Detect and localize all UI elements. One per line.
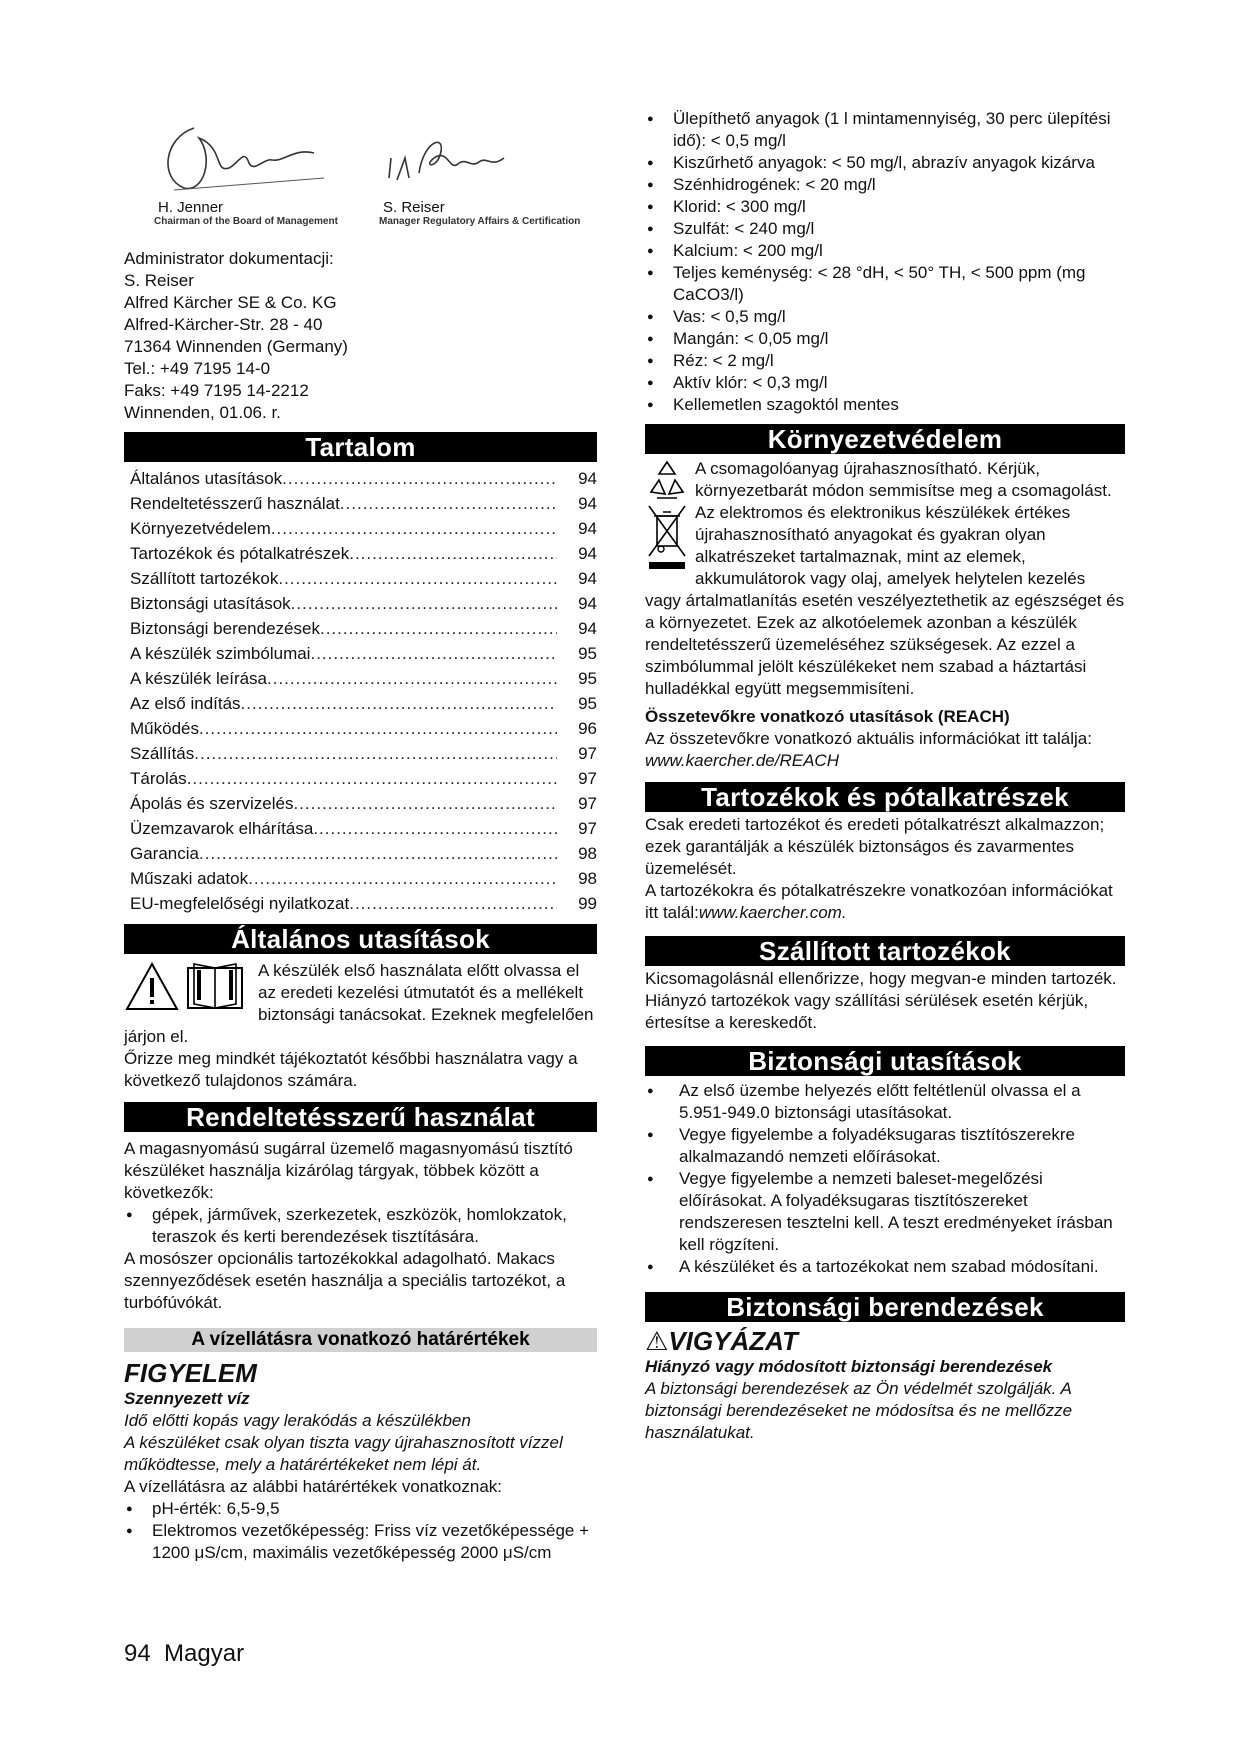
environment-section xyxy=(645,458,1125,772)
intended-text-2: A mosószer opcionális tartozékokkal adagolható. Makacs szennyeződések esetén használja a speciális tartozékot, a turbófúvókát. xyxy=(124,1249,566,1312)
toc-page: 94 xyxy=(578,569,597,588)
environment-heading-text: Környezetvédelem xyxy=(767,424,1003,454)
toc-page: 94 xyxy=(578,544,597,563)
toc-row[interactable] xyxy=(124,816,597,841)
list-item: ● Szulfát: < 240 mg/l xyxy=(645,218,1125,240)
toc-label: Az első indítás xyxy=(130,694,241,713)
list-item: ● Ülepíthető anyagok (1 l mintamennyiség, 30 perc ülepítési idő): < 0,5 mg/l xyxy=(645,108,1125,152)
admin-block xyxy=(124,248,597,424)
toc-row[interactable] xyxy=(124,716,597,741)
toc-page: 98 xyxy=(578,869,597,888)
toc-page: 97 xyxy=(578,769,597,788)
toc-dots xyxy=(310,641,557,666)
toc-row[interactable] xyxy=(124,691,597,716)
warning-figyelem: FIGYELEM xyxy=(124,1358,257,1388)
toc-label: A készülék leírása xyxy=(130,669,268,688)
intended-heading xyxy=(124,1102,597,1132)
signature-jenner xyxy=(154,118,344,227)
water-it-2: A készüléket csak olyan tiszta vagy újrahasznosított vízzel működtesse, mely a határértékeket nem lépi át. xyxy=(124,1433,563,1474)
intended-heading-text: Rendeltetésszerű használat xyxy=(186,1102,535,1132)
jenner-signature-scribble xyxy=(154,118,334,194)
toc-dots xyxy=(267,666,557,691)
delivered-section xyxy=(645,968,1125,1034)
crossed-bin-icon xyxy=(645,502,689,572)
water-section xyxy=(124,1358,597,1564)
toc-row[interactable] xyxy=(124,866,597,891)
toc-dots xyxy=(271,516,557,541)
admin-line: 71364 Winnenden (Germany) xyxy=(124,337,348,356)
toc-row[interactable] xyxy=(124,541,597,566)
toc-dots xyxy=(349,891,557,916)
admin-line: Winnenden, 01.06. r. xyxy=(124,403,281,422)
toc-page: 98 xyxy=(578,844,597,863)
toc-row[interactable] xyxy=(124,741,597,766)
reach-paragraph xyxy=(645,728,1125,772)
toc-dots xyxy=(340,491,557,516)
toc-row[interactable] xyxy=(124,891,597,916)
toc-row[interactable] xyxy=(124,616,597,641)
admin-line: Tel.: +49 7195 14-0 xyxy=(124,359,271,378)
devices-sub: Hiányzó vagy módosított biztonsági berendezések xyxy=(645,1357,1053,1376)
warning-vigyazat-text: VIGYÁZAT xyxy=(668,1326,798,1356)
delivered-heading xyxy=(645,936,1125,966)
toc-page: 97 xyxy=(578,819,597,838)
water-it-1: Idő előtti kopás vagy lerakódás a készülékben xyxy=(124,1411,471,1430)
devices-section xyxy=(645,1326,1125,1444)
toc-row[interactable] xyxy=(124,641,597,666)
toc-label: Üzemzavarok elhárítása xyxy=(130,819,314,838)
delivered-text: Kicsomagolásnál ellenőrizze, hogy megvan-e minden tartozék. Hiányzó tartozékok vagy szállítási sérülések esetén kérjük, értesítse a kereskedőt. xyxy=(645,969,1117,1032)
warning-vigyazat xyxy=(645,1326,1125,1356)
right-column xyxy=(645,108,1125,1444)
toc-label: Ápolás és szervizelés xyxy=(130,794,294,813)
weee-block xyxy=(645,502,1125,700)
toc-dots xyxy=(194,741,557,766)
signature-reiser xyxy=(379,118,589,227)
environment-heading xyxy=(645,424,1125,454)
page-footer xyxy=(124,1640,244,1668)
intended-section xyxy=(124,1138,597,1314)
list-item: ● Vegye figyelembe a folyadéksugaras tisztítószerekre alkalmazandó nemzeti előírásokat. xyxy=(645,1124,1125,1168)
toc-page: 95 xyxy=(578,669,597,688)
water-intro: A vízellátásra az alábbi határértékek vonatkoznak: xyxy=(124,1477,502,1496)
toc-page: 97 xyxy=(578,794,597,813)
toc-page: 94 xyxy=(578,619,597,638)
toc-row[interactable] xyxy=(124,516,597,541)
toc-dots xyxy=(291,591,557,616)
reiser-signature-scribble xyxy=(379,118,519,194)
water-sub: Szennyezett víz xyxy=(124,1389,250,1408)
recycle-block xyxy=(645,458,1125,502)
list-item: ● Az első üzembe helyezés előtt feltétlenül olvassa el a 5.951-949.0 biztonsági utasításokat. xyxy=(645,1080,1125,1124)
list-item: ● Aktív klór: < 0,3 mg/l xyxy=(645,372,1125,394)
reach-link[interactable]: www.kaercher.de/REACH xyxy=(645,751,839,770)
water-left-bullets xyxy=(124,1498,597,1564)
list-item: ● Vas: < 0,5 mg/l xyxy=(645,306,1125,328)
intended-bullets xyxy=(124,1204,597,1248)
toc-heading xyxy=(124,432,597,462)
list-item: ● Szénhidrogének: < 20 mg/l xyxy=(645,174,1125,196)
toc-label: Tárolás xyxy=(130,769,187,788)
toc-row[interactable] xyxy=(124,491,597,516)
accessories-heading-text: Tartozékok és pótalkatrészek xyxy=(701,782,1069,812)
toc-label: Műszaki adatok xyxy=(130,869,249,888)
reach-text: Az összetevőkre vonatkozó aktuális információkat itt találja: xyxy=(645,729,1092,748)
manual-icons xyxy=(124,960,252,1018)
toc-label: Működés xyxy=(130,719,199,738)
toc-label: EU-megfelelőségi nyilatkozat xyxy=(130,894,350,913)
toc-label: Szállítás xyxy=(130,744,195,763)
toc-row[interactable] xyxy=(124,466,597,491)
toc-page: 99 xyxy=(578,894,597,913)
toc-page: 96 xyxy=(578,719,597,738)
toc-page: 94 xyxy=(578,469,597,488)
toc-row[interactable] xyxy=(124,591,597,616)
list-item: ● Vegye figyelembe a nemzeti baleset-megelőzési előírásokat. A folyadéksugaras tisztítószereket rendszeresen tesztelni kell. A teszt eredményeket írásban kell rögzíteni. xyxy=(645,1168,1125,1256)
admin-line: Alfred-Kärcher-Str. 28 - 40 xyxy=(124,315,323,334)
toc-row[interactable] xyxy=(124,566,597,591)
signature-role: Chairman of the Board of Management xyxy=(154,216,338,227)
list-item: ● Mangán: < 0,05 mg/l xyxy=(645,328,1125,350)
accessories-paragraph xyxy=(645,880,1125,924)
toc-row[interactable] xyxy=(124,766,597,791)
toc-label: Tartozékok és pótalkatrészek xyxy=(130,544,350,563)
list-item: ● Réz: < 2 mg/l xyxy=(645,350,1125,372)
list-item: ● Kiszűrhető anyagok: < 50 mg/l, abrazív anyagok kizárva xyxy=(645,152,1125,174)
water-right-bullets xyxy=(645,108,1125,416)
footer-language: Magyar xyxy=(164,1640,245,1667)
toc-page: 97 xyxy=(578,744,597,763)
toc-dots xyxy=(320,616,557,641)
admin-line: Administrator dokumentacji: xyxy=(124,249,334,268)
accessories-link[interactable]: www.kaercher.com. xyxy=(698,903,847,922)
toc-dots xyxy=(293,791,557,816)
signature-role: Manager Regulatory Affairs & Certification xyxy=(379,216,581,227)
toc-dots xyxy=(248,866,557,891)
list-item: ● Elektromos vezetőképesség: Friss víz vezetőképessége + 1200 μS/cm, maximális vezetőképesség 2000 μS/cm xyxy=(124,1520,597,1564)
signature-name: S. Reiser xyxy=(383,199,445,216)
list-item: ● Kalcium: < 200 mg/l xyxy=(645,240,1125,262)
reach-title: Összetevőkre vonatkozó utasítások (REACH) xyxy=(645,707,1010,726)
recycle-icon xyxy=(645,458,689,502)
list-item: ● gépek, járművek, szerkezetek, eszközök, homlokzatok, teraszok és kerti berendezések tisztítására. xyxy=(124,1204,597,1248)
toc-dots xyxy=(313,816,557,841)
admin-line: S. Reiser xyxy=(124,271,194,290)
list-item: ● Teljes keménység: < 28 °dH, < 50° TH, < 500 ppm (mg CaCO3/l) xyxy=(645,262,1125,306)
toc-label: Szállított tartozékok xyxy=(130,569,279,588)
environment-text-2: Az elektromos és elektronikus készülékek értékes újrahasznosítható anyagokat és gyakran olyan alkatrészeket tartalmaznak, mint az elemek, akkumulátorok vagy olaj, amelyek helytelen kezelés vagy ártalmatlanítás esetén veszélyeztethetik az egészséget és a környezetet. Ezek az alkotóelemek azonban a készülék rendeltetésszerű üzemeléséhez szükségesek. Az ezzel a szimbólummal jelölt készülékeket nem szabad a háztartási hulladékkal együtt megsemmisíteni. xyxy=(645,503,1125,698)
environment-text-1: A csomagolóanyag újrahasznosítható. Kérjük, környezetbarát módon semmisítse meg a csomagolást. xyxy=(695,459,1112,500)
toc-page: 95 xyxy=(578,694,597,713)
toc-list xyxy=(124,466,597,916)
devices-heading xyxy=(645,1292,1125,1322)
delivered-heading-text: Szállított tartozékok xyxy=(759,936,1011,966)
toc-label: Környezetvédelem xyxy=(130,519,271,538)
toc-dots xyxy=(349,541,557,566)
manual-book-icon xyxy=(184,960,246,1012)
devices-text: A biztonsági berendezések az Ön védelmét szolgálják. A biztonsági berendezéseket ne módosítsa és ne mellőzze használatukat. xyxy=(645,1379,1073,1442)
admin-line: Alfred Kärcher SE & Co. KG xyxy=(124,293,337,312)
toc-dots xyxy=(278,566,557,591)
toc-dots xyxy=(241,691,557,716)
caution-triangle-icon: ⚠ xyxy=(645,1326,669,1356)
general-heading-text: Általános utasítások xyxy=(231,924,490,954)
safety-bullets xyxy=(645,1080,1125,1278)
water-heading xyxy=(124,1328,597,1352)
general-heading xyxy=(124,924,597,954)
warning-triangle-icon xyxy=(124,960,180,1012)
toc-dots xyxy=(282,466,557,491)
toc-dots xyxy=(199,716,557,741)
admin-line: Faks: +49 7195 14-2212 xyxy=(124,381,309,400)
toc-row[interactable] xyxy=(124,666,597,691)
toc-page: 94 xyxy=(578,594,597,613)
toc-label: Garancia xyxy=(130,844,199,863)
toc-page: 94 xyxy=(578,519,597,538)
safety-heading xyxy=(645,1046,1125,1076)
list-item: ● Klorid: < 300 mg/l xyxy=(645,196,1125,218)
toc-label: Rendeltetésszerű használat xyxy=(130,494,340,513)
accessories-text-1: Csak eredeti tartozékot és eredeti pótalkatrészt alkalmazzon; ezek garantálják a készülék biztonságos és zavarmentes üzemelését. xyxy=(645,815,1105,878)
toc-label: A készülék szimbólumai xyxy=(130,644,311,663)
page-number: 94 xyxy=(124,1640,151,1667)
general-text-2: Őrizze meg mindkét tájékoztatót későbbi használatra vagy a következő tulajdonos számára. xyxy=(124,1049,578,1090)
list-item: ● A készüléket és a tartozékokat nem szabad módosítani. xyxy=(645,1256,1125,1278)
toc-dots xyxy=(187,766,557,791)
devices-heading-text: Biztonsági berendezések xyxy=(726,1292,1044,1322)
signature-block xyxy=(124,118,597,248)
general-section xyxy=(124,960,597,1092)
toc-label: Általános utasítások xyxy=(130,469,283,488)
toc-label: Biztonsági utasítások xyxy=(130,594,291,613)
toc-page: 94 xyxy=(578,494,597,513)
toc-page: 95 xyxy=(578,644,597,663)
list-item: ● Kellemetlen szagoktól mentes xyxy=(645,394,1125,416)
toc-dots xyxy=(199,841,557,866)
toc-heading-text: Tartalom xyxy=(305,432,416,462)
accessories-section xyxy=(645,814,1125,924)
left-column xyxy=(124,0,597,1564)
accessories-heading xyxy=(645,782,1125,812)
toc-row[interactable] xyxy=(124,791,597,816)
toc-row[interactable] xyxy=(124,841,597,866)
toc-label: Biztonsági berendezések xyxy=(130,619,320,638)
intended-text-1: A magasnyomású sugárral üzemelő magasnyomású tisztító készüléket használja kizárólag tárgyak, többek között a következők: xyxy=(124,1139,573,1202)
accessories-text-2: A tartozékokra és pótalkatrészekre vonatkozóan információkat itt talál: xyxy=(645,881,1113,922)
signature-name: H. Jenner xyxy=(158,199,224,216)
general-text-1: A készülék első használata előtt olvassa el az eredeti kezelési útmutatót és a mellékelt biztonsági tanácsokat. Ezeknek megfelelően járjon el. xyxy=(124,961,594,1046)
safety-heading-text: Biztonsági utasítások xyxy=(748,1046,1022,1076)
list-item: ● pH-érték: 6,5-9,5 xyxy=(124,1498,597,1520)
water-heading-text: A vízellátásra vonatkozó határértékek xyxy=(191,1329,530,1350)
